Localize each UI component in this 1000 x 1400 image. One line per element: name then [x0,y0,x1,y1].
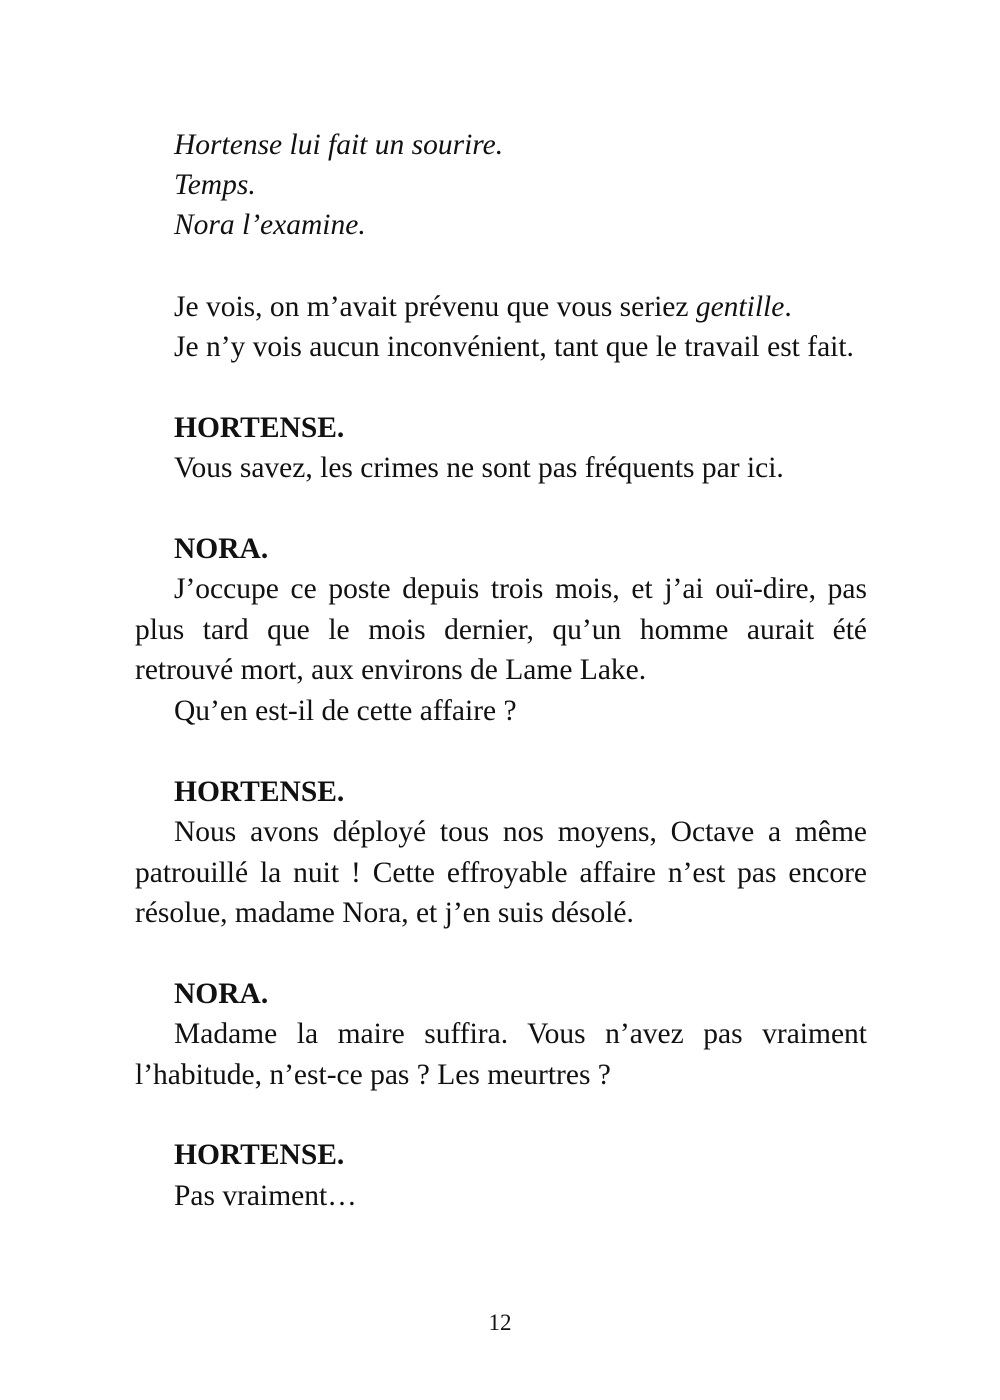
speaker-name: HORTENSE. [174,412,345,444]
dialogue-line: Vous savez, les crimes ne sont pas fréquents par ici. [174,452,784,484]
dialogue-line: l’habitude, n’est-ce pas ? Les meurtres ? [135,1059,611,1091]
emphasized-word: gentille [695,291,785,323]
dialogue-line: plus tard que le mois dernier, qu’un homme aurait été [135,614,867,646]
dialogue-line [174,287,867,327]
speaker-name: NORA. [174,533,269,565]
speaker-name: HORTENSE. [174,1139,345,1171]
stage-direction: Hortense lui fait un sourire. [174,129,504,161]
dialogue-line: patrouillé la nuit ! Cette effroyable affaire n’est pas encore [135,857,867,889]
dialogue-line: Nous avons déployé tous nos moyens, Octave a même [174,816,867,848]
dialogue-line: Qu’en est-il de cette affaire ? [174,695,517,727]
dialogue-line: Pas vraiment… [174,1180,357,1212]
dialogue-text: Je vois, on m’avait prévenu que vous seriez [174,291,696,323]
dialogue-line: J’occupe ce poste depuis trois mois, et j’ai ouï-dire, pas [174,573,867,605]
dialogue-line: retrouvé mort, aux environs de Lame Lake. [135,654,647,686]
dialogue-line: résolue, madame Nora, et j’en suis désolé. [135,897,634,929]
dialogue-line: Madame la maire suffira. Vous n’avez pas vraiment [174,1018,867,1050]
stage-direction: Temps. [174,169,256,201]
stage-direction: Nora l’examine. [174,209,366,241]
dialogue-text: . [784,291,792,323]
page-number: 12 [488,1310,512,1335]
speaker-name: NORA. [174,978,269,1010]
dialogue-line: Je n’y vois aucun inconvénient, tant que le travail est fait. [174,331,854,363]
speaker-name: HORTENSE. [174,776,345,808]
